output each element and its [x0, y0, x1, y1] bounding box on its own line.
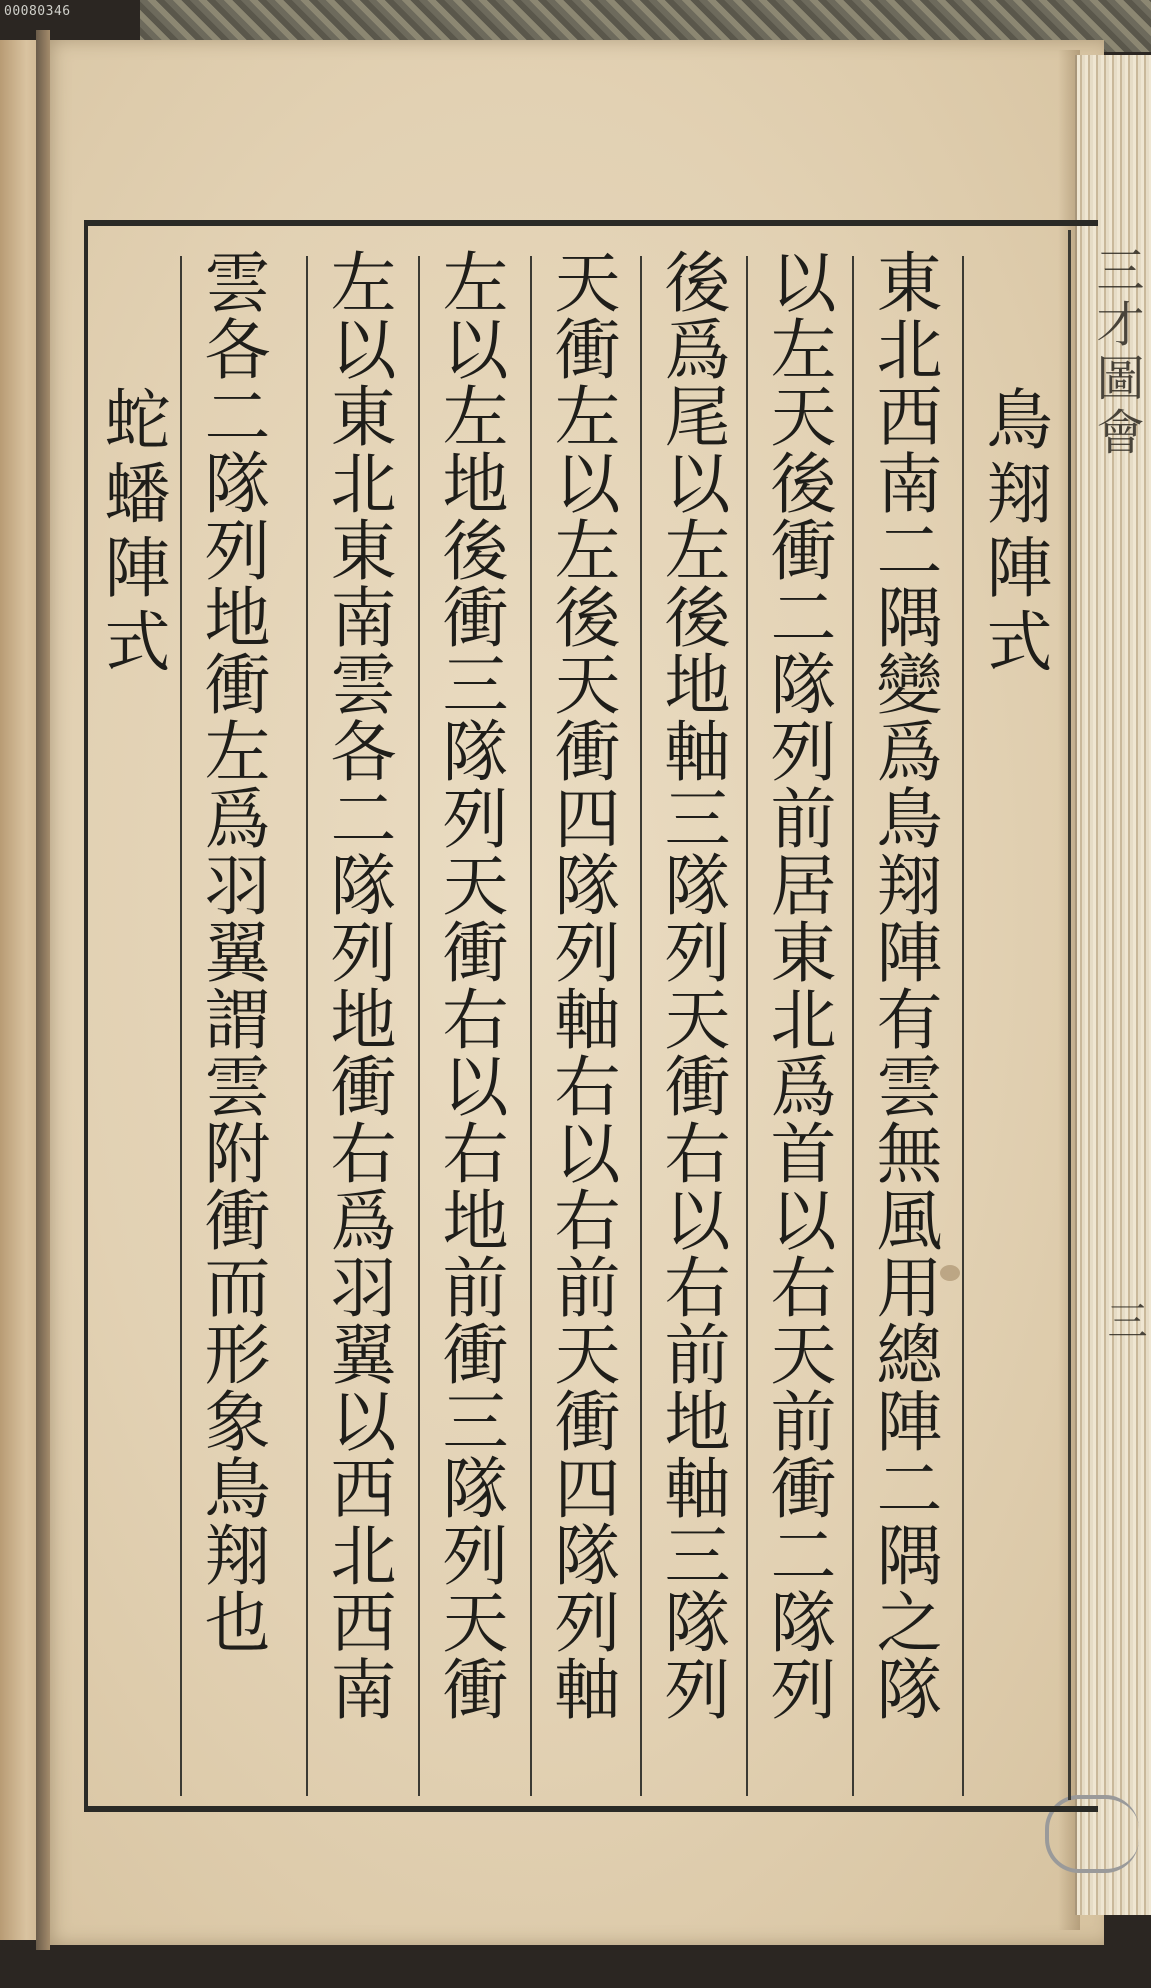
archive-id: 00080346	[4, 4, 71, 19]
text-column-5: 左以左地後衝三隊列天衝右以右地前衝三隊列天衝	[431, 248, 508, 1722]
column-rule	[180, 256, 182, 1796]
column-rule	[746, 256, 748, 1796]
column-rule	[530, 256, 532, 1796]
text-column-2: 以左天後衝二隊列前居東北爲首以右天前衝二隊列	[759, 248, 836, 1722]
column-rule	[962, 256, 964, 1796]
column-rule	[418, 256, 420, 1796]
section-heading-sheluan: 蛇蟠陣式	[93, 385, 170, 681]
section-heading-niaoxiang: 鳥翔陣式	[975, 385, 1052, 681]
column-rule	[1068, 230, 1071, 1800]
paper-stain	[940, 1265, 960, 1281]
text-column-7: 雲各二隊列地衝左爲羽翼謂雲附衝而形象鳥翔也	[193, 248, 270, 1655]
column-rule	[852, 256, 854, 1796]
text-column-4: 天衝左以左後天衝四隊列軸右以右前天衝四隊列軸	[543, 248, 620, 1722]
text-column-3: 後爲尾以左後地軸三隊列天衝右以右前地軸三隊列	[653, 248, 730, 1722]
fold-margin-title: 三才圖會	[1088, 245, 1144, 461]
fold-margin-page-mark: 三	[1101, 1300, 1147, 1340]
column-rule	[640, 256, 642, 1796]
column-rule	[306, 256, 308, 1796]
text-column-1: 東北西南二隅變爲鳥翔陣有雲無風用總陣二隅之隊	[865, 248, 942, 1722]
book-gutter	[36, 30, 50, 1950]
text-column-6: 左以東北東南雲各二隊列地衝右爲羽翼以西北西南	[319, 248, 396, 1722]
